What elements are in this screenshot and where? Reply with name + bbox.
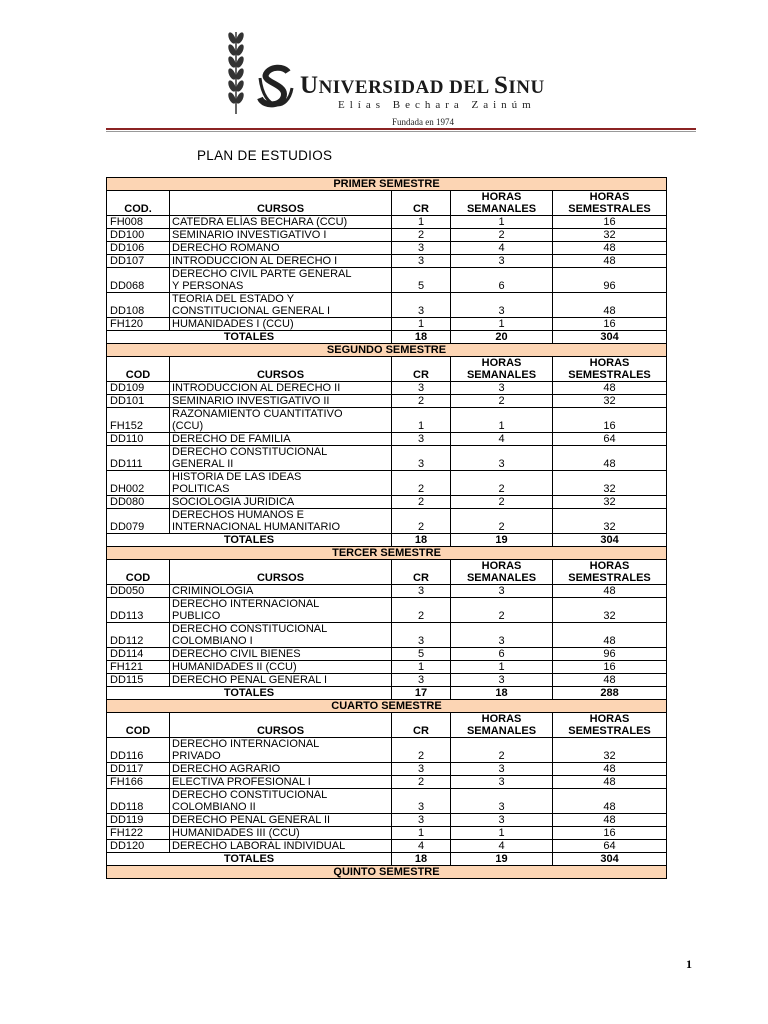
semester-title: CUARTO SEMESTRE xyxy=(107,700,667,713)
course-name xyxy=(170,585,392,598)
page-number: 1 xyxy=(686,957,692,971)
course-name-line: INTRODUCCION AL DERECHO II xyxy=(172,382,341,394)
course-code: DD112 xyxy=(107,623,170,648)
course-name-line: HUMANIDADES I (CCU) xyxy=(172,318,294,330)
course-name xyxy=(170,789,392,814)
course-code: DD050 xyxy=(107,585,170,598)
course-row xyxy=(107,598,667,623)
course-weekly-hours: 3 xyxy=(451,255,553,268)
course-semester-hours: 48 xyxy=(553,814,667,827)
course-code: DD107 xyxy=(107,255,170,268)
totals-weekly-hours: 20 xyxy=(451,331,553,344)
course-code: DD100 xyxy=(107,229,170,242)
course-name xyxy=(170,318,392,331)
course-name xyxy=(170,763,392,776)
course-row xyxy=(107,293,667,318)
semester-header-row xyxy=(107,866,667,879)
semester-header-row xyxy=(107,178,667,191)
col-header-semestrales-label: SEMESTRALES xyxy=(568,572,651,584)
course-weekly-hours: 1 xyxy=(451,216,553,229)
course-name-line: DERECHO CIVIL PARTE GENERAL xyxy=(172,268,352,280)
course-weekly-hours: 3 xyxy=(451,789,553,814)
column-header-row xyxy=(107,560,667,585)
course-name-line: HISTORIA DE LAS IDEAS xyxy=(172,471,302,483)
totals-label: TOTALES xyxy=(107,853,392,866)
course-name-line: SEMINARIO INVESTIGATIVO II xyxy=(172,395,330,407)
course-name-line: DERECHO PENAL GENERAL II xyxy=(172,814,331,826)
course-weekly-hours: 3 xyxy=(451,763,553,776)
totals-weekly-hours: 19 xyxy=(451,853,553,866)
course-semester-hours: 32 xyxy=(553,471,667,496)
totals-label: TOTALES xyxy=(107,687,392,700)
course-weekly-hours: 3 xyxy=(451,674,553,687)
course-name-line: CATEDRA ELÍAS BECHARA (CCU) xyxy=(172,216,348,228)
course-weekly-hours: 3 xyxy=(451,623,553,648)
course-weekly-hours: 1 xyxy=(451,408,553,433)
course-code: DD111 xyxy=(107,446,170,471)
course-row xyxy=(107,661,667,674)
course-name-line: Y PERSONAS xyxy=(172,280,244,292)
course-row xyxy=(107,840,667,853)
course-name xyxy=(170,433,392,446)
col-header-horas-label: HORAS xyxy=(589,191,630,203)
course-code: DD115 xyxy=(107,674,170,687)
study-plan-table xyxy=(106,177,667,879)
course-credits: 1 xyxy=(392,408,451,433)
course-credits: 3 xyxy=(392,293,451,318)
course-credits: 3 xyxy=(392,674,451,687)
course-weekly-hours: 2 xyxy=(451,598,553,623)
course-name-line: PRIVADO xyxy=(172,750,221,762)
col-header-horas-label: HORAS xyxy=(589,560,630,572)
course-name-line: DERECHO PENAL GENERAL I xyxy=(172,674,328,686)
totals-label: TOTALES xyxy=(107,534,392,547)
course-row xyxy=(107,827,667,840)
header-rule xyxy=(106,128,696,130)
course-name-line: COLOMBIANO I xyxy=(172,635,253,647)
course-weekly-hours: 4 xyxy=(451,242,553,255)
course-name-line: TEORIA DEL ESTADO Y xyxy=(172,293,295,305)
founded-text: Fundada en 1974 xyxy=(392,117,454,127)
course-code: DD113 xyxy=(107,598,170,623)
totals-row xyxy=(107,687,667,700)
course-row xyxy=(107,318,667,331)
course-credits: 1 xyxy=(392,216,451,229)
course-name xyxy=(170,776,392,789)
course-name-line: DERECHO LABORAL INDIVIDUAL xyxy=(172,840,346,852)
course-name-line: DERECHO DE FAMILIA xyxy=(172,433,291,445)
course-semester-hours: 48 xyxy=(553,242,667,255)
course-credits: 3 xyxy=(392,382,451,395)
col-header-semestrales-label: SEMESTRALES xyxy=(568,369,651,381)
course-weekly-hours: 2 xyxy=(451,738,553,763)
col-header-cod: COD xyxy=(107,713,170,738)
course-credits: 2 xyxy=(392,496,451,509)
course-semester-hours: 64 xyxy=(553,433,667,446)
course-row xyxy=(107,216,667,229)
course-name xyxy=(170,623,392,648)
course-semester-hours: 48 xyxy=(553,789,667,814)
course-credits: 2 xyxy=(392,395,451,408)
course-name xyxy=(170,814,392,827)
col-header-cursos: CURSOS xyxy=(170,713,392,738)
course-name-line: DERECHO INTERNACIONAL xyxy=(172,598,320,610)
course-code: DD079 xyxy=(107,509,170,534)
col-header-cr: CR xyxy=(392,713,451,738)
totals-semester-hours: 304 xyxy=(553,853,667,866)
course-row xyxy=(107,446,667,471)
course-weekly-hours: 1 xyxy=(451,661,553,674)
course-credits: 2 xyxy=(392,738,451,763)
col-header-horas-semanales xyxy=(451,357,553,382)
course-row xyxy=(107,623,667,648)
course-credits: 3 xyxy=(392,763,451,776)
course-code: DD110 xyxy=(107,433,170,446)
col-header-semanales-label: SEMANALES xyxy=(466,369,537,381)
course-name-line: SOCIOLOGIA JURIDICA xyxy=(172,496,295,508)
col-header-horas-semestrales xyxy=(553,713,667,738)
course-weekly-hours: 2 xyxy=(451,496,553,509)
course-credits: 3 xyxy=(392,446,451,471)
course-row xyxy=(107,738,667,763)
course-code: DH002 xyxy=(107,471,170,496)
course-name-line: (CCU) xyxy=(172,420,204,432)
course-name-line: CRIMINOLOGIA xyxy=(172,585,254,597)
course-name xyxy=(170,255,392,268)
course-semester-hours: 16 xyxy=(553,827,667,840)
course-weekly-hours: 3 xyxy=(451,814,553,827)
course-name xyxy=(170,395,392,408)
column-header-row xyxy=(107,191,667,216)
course-semester-hours: 48 xyxy=(553,293,667,318)
course-code: DD068 xyxy=(107,268,170,293)
course-credits: 3 xyxy=(392,585,451,598)
course-name xyxy=(170,471,392,496)
course-name xyxy=(170,840,392,853)
col-header-cursos: CURSOS xyxy=(170,560,392,585)
course-weekly-hours: 3 xyxy=(451,382,553,395)
col-header-semanales-label: SEMANALES xyxy=(466,725,537,737)
col-header-cod: COD xyxy=(107,560,170,585)
course-name-line: DERECHOS HUMANOS E xyxy=(172,509,305,521)
course-semester-hours: 96 xyxy=(553,268,667,293)
course-row xyxy=(107,433,667,446)
course-row xyxy=(107,471,667,496)
course-name xyxy=(170,242,392,255)
course-semester-hours: 64 xyxy=(553,840,667,853)
course-code: DD118 xyxy=(107,789,170,814)
course-code: DD109 xyxy=(107,382,170,395)
course-name xyxy=(170,509,392,534)
course-row xyxy=(107,648,667,661)
course-credits: 3 xyxy=(392,814,451,827)
course-code: DD119 xyxy=(107,814,170,827)
col-header-horas-semestrales xyxy=(553,191,667,216)
course-semester-hours: 32 xyxy=(553,229,667,242)
course-weekly-hours: 6 xyxy=(451,648,553,661)
course-code: FH152 xyxy=(107,408,170,433)
col-header-horas-semanales xyxy=(451,713,553,738)
course-semester-hours: 48 xyxy=(553,776,667,789)
course-code: DD120 xyxy=(107,840,170,853)
course-row xyxy=(107,674,667,687)
course-row xyxy=(107,585,667,598)
col-header-cr: CR xyxy=(392,357,451,382)
col-header-cod: COD xyxy=(107,357,170,382)
course-name-line: DERECHO AGRARIO xyxy=(172,763,281,775)
course-weekly-hours: 2 xyxy=(451,395,553,408)
course-name xyxy=(170,598,392,623)
course-name-line: DERECHO CONSTITUCIONAL xyxy=(172,789,328,801)
course-code: DD101 xyxy=(107,395,170,408)
course-semester-hours: 48 xyxy=(553,763,667,776)
course-credits: 1 xyxy=(392,827,451,840)
course-name-line: DERECHO CONSTITUCIONAL xyxy=(172,446,328,458)
course-name xyxy=(170,293,392,318)
col-header-semanales-label: SEMANALES xyxy=(466,203,537,215)
col-header-horas-label: HORAS xyxy=(589,713,630,725)
course-semester-hours: 16 xyxy=(553,216,667,229)
course-row xyxy=(107,496,667,509)
column-header-row xyxy=(107,357,667,382)
course-code: DD106 xyxy=(107,242,170,255)
totals-semester-hours: 304 xyxy=(553,331,667,344)
course-weekly-hours: 3 xyxy=(451,293,553,318)
course-code: DD116 xyxy=(107,738,170,763)
course-row xyxy=(107,395,667,408)
course-row xyxy=(107,763,667,776)
course-credits: 5 xyxy=(392,268,451,293)
course-name-line: DERECHO ROMANO xyxy=(172,242,280,254)
course-code: FH166 xyxy=(107,776,170,789)
semester-title: TERCER SEMESTRE xyxy=(107,547,667,560)
course-code: DD117 xyxy=(107,763,170,776)
semester-header-row xyxy=(107,547,667,560)
course-credits: 4 xyxy=(392,840,451,853)
course-credits: 1 xyxy=(392,318,451,331)
totals-credits: 17 xyxy=(392,687,451,700)
university-subtitle: Elías Bechara Zainúm xyxy=(338,99,536,111)
totals-row xyxy=(107,331,667,344)
course-code: DD108 xyxy=(107,293,170,318)
course-row xyxy=(107,229,667,242)
course-name-line: INTRODUCCION AL DERECHO I xyxy=(172,255,338,267)
course-credits: 3 xyxy=(392,242,451,255)
course-row xyxy=(107,382,667,395)
page-title: PLAN DE ESTUDIOS xyxy=(197,148,333,163)
totals-weekly-hours: 18 xyxy=(451,687,553,700)
course-name xyxy=(170,661,392,674)
course-weekly-hours: 4 xyxy=(451,433,553,446)
course-name-line: ELECTIVA PROFESIONAL I xyxy=(172,776,311,788)
totals-semester-hours: 288 xyxy=(553,687,667,700)
course-name xyxy=(170,268,392,293)
course-credits: 3 xyxy=(392,623,451,648)
course-credits: 3 xyxy=(392,789,451,814)
course-code: FH122 xyxy=(107,827,170,840)
course-semester-hours: 48 xyxy=(553,585,667,598)
col-header-cr: CR xyxy=(392,191,451,216)
course-semester-hours: 48 xyxy=(553,623,667,648)
course-weekly-hours: 6 xyxy=(451,268,553,293)
course-code: FH120 xyxy=(107,318,170,331)
course-credits: 1 xyxy=(392,661,451,674)
course-weekly-hours: 2 xyxy=(451,229,553,242)
course-weekly-hours: 4 xyxy=(451,840,553,853)
university-logo-icon xyxy=(222,28,300,118)
course-weekly-hours: 3 xyxy=(451,585,553,598)
course-weekly-hours: 3 xyxy=(451,776,553,789)
totals-row xyxy=(107,853,667,866)
course-name-line: GENERAL II xyxy=(172,458,234,470)
course-row xyxy=(107,268,667,293)
course-name-line: SEMINARIO INVESTIGATIVO I xyxy=(172,229,327,241)
course-name-line: POLITICAS xyxy=(172,483,230,495)
course-name-line: INTERNACIONAL HUMANITARIO xyxy=(172,521,341,533)
course-credits: 2 xyxy=(392,509,451,534)
course-weekly-hours: 1 xyxy=(451,827,553,840)
course-name-line: DERECHO CIVIL BIENES xyxy=(172,648,301,660)
course-code: FH121 xyxy=(107,661,170,674)
course-name xyxy=(170,738,392,763)
course-credits: 2 xyxy=(392,776,451,789)
course-semester-hours: 48 xyxy=(553,255,667,268)
university-name: UNIVERSIDAD DEL SINU xyxy=(300,72,545,99)
course-weekly-hours: 2 xyxy=(451,471,553,496)
course-credits: 2 xyxy=(392,471,451,496)
course-semester-hours: 48 xyxy=(553,446,667,471)
course-credits: 5 xyxy=(392,648,451,661)
course-semester-hours: 16 xyxy=(553,661,667,674)
semester-header-row xyxy=(107,700,667,713)
course-code: DD114 xyxy=(107,648,170,661)
course-semester-hours: 16 xyxy=(553,408,667,433)
course-semester-hours: 96 xyxy=(553,648,667,661)
col-header-horas-semanales xyxy=(451,191,553,216)
course-name-line: DERECHO INTERNACIONAL xyxy=(172,738,320,750)
course-row xyxy=(107,776,667,789)
col-header-semestrales-label: SEMESTRALES xyxy=(568,203,651,215)
course-semester-hours: 32 xyxy=(553,496,667,509)
course-row xyxy=(107,789,667,814)
course-weekly-hours: 1 xyxy=(451,318,553,331)
semester-title: SEGUNDO SEMESTRE xyxy=(107,344,667,357)
course-name xyxy=(170,674,392,687)
course-name xyxy=(170,446,392,471)
col-header-horas-label: HORAS xyxy=(481,560,522,572)
course-name-line: PUBLICO xyxy=(172,610,221,622)
col-header-horas-label: HORAS xyxy=(481,357,522,369)
course-name xyxy=(170,229,392,242)
course-row xyxy=(107,255,667,268)
course-row xyxy=(107,408,667,433)
course-row xyxy=(107,242,667,255)
course-row xyxy=(107,814,667,827)
col-header-cr: CR xyxy=(392,560,451,585)
col-header-horas-label: HORAS xyxy=(589,357,630,369)
col-header-horas-semestrales xyxy=(553,357,667,382)
col-header-cursos: CURSOS xyxy=(170,191,392,216)
semester-title: PRIMER SEMESTRE xyxy=(107,178,667,191)
header-rule-thin xyxy=(106,131,696,132)
course-credits: 2 xyxy=(392,598,451,623)
totals-credits: 18 xyxy=(392,853,451,866)
col-header-horas-label: HORAS xyxy=(481,191,522,203)
totals-semester-hours: 304 xyxy=(553,534,667,547)
course-weekly-hours: 3 xyxy=(451,446,553,471)
course-name xyxy=(170,408,392,433)
course-credits: 3 xyxy=(392,255,451,268)
col-header-cod: COD. xyxy=(107,191,170,216)
course-semester-hours: 32 xyxy=(553,395,667,408)
course-credits: 2 xyxy=(392,229,451,242)
totals-credits: 18 xyxy=(392,331,451,344)
course-name-line: HUMANIDADES II (CCU) xyxy=(172,661,297,673)
course-credits: 3 xyxy=(392,433,451,446)
col-header-semanales-label: SEMANALES xyxy=(466,572,537,584)
course-name-line: CONSTITUCIONAL GENERAL I xyxy=(172,305,331,317)
course-name xyxy=(170,648,392,661)
course-semester-hours: 32 xyxy=(553,509,667,534)
course-code: DD080 xyxy=(107,496,170,509)
course-name-line: DERECHO CONSTITUCIONAL xyxy=(172,623,328,635)
col-header-horas-label: HORAS xyxy=(481,713,522,725)
course-semester-hours: 48 xyxy=(553,382,667,395)
course-name-line: RAZONAMIENTO CUANTITATIVO xyxy=(172,408,343,420)
course-name-line: HUMANIDADES III (CCU) xyxy=(172,827,300,839)
course-name-line: COLOMBIANO II xyxy=(172,801,256,813)
semester-header-row xyxy=(107,344,667,357)
course-name xyxy=(170,496,392,509)
col-header-cursos: CURSOS xyxy=(170,357,392,382)
course-code: FH008 xyxy=(107,216,170,229)
col-header-semestrales-label: SEMESTRALES xyxy=(568,725,651,737)
course-name xyxy=(170,382,392,395)
col-header-horas-semestrales xyxy=(553,560,667,585)
totals-credits: 18 xyxy=(392,534,451,547)
col-header-horas-semanales xyxy=(451,560,553,585)
totals-weekly-hours: 19 xyxy=(451,534,553,547)
course-semester-hours: 32 xyxy=(553,738,667,763)
course-row xyxy=(107,509,667,534)
course-name xyxy=(170,216,392,229)
column-header-row xyxy=(107,713,667,738)
course-weekly-hours: 2 xyxy=(451,509,553,534)
semester-title: QUINTO SEMESTRE xyxy=(107,866,667,879)
course-semester-hours: 32 xyxy=(553,598,667,623)
course-semester-hours: 16 xyxy=(553,318,667,331)
document-header xyxy=(0,0,768,140)
course-name xyxy=(170,827,392,840)
course-semester-hours: 48 xyxy=(553,674,667,687)
totals-row xyxy=(107,534,667,547)
totals-label: TOTALES xyxy=(107,331,392,344)
